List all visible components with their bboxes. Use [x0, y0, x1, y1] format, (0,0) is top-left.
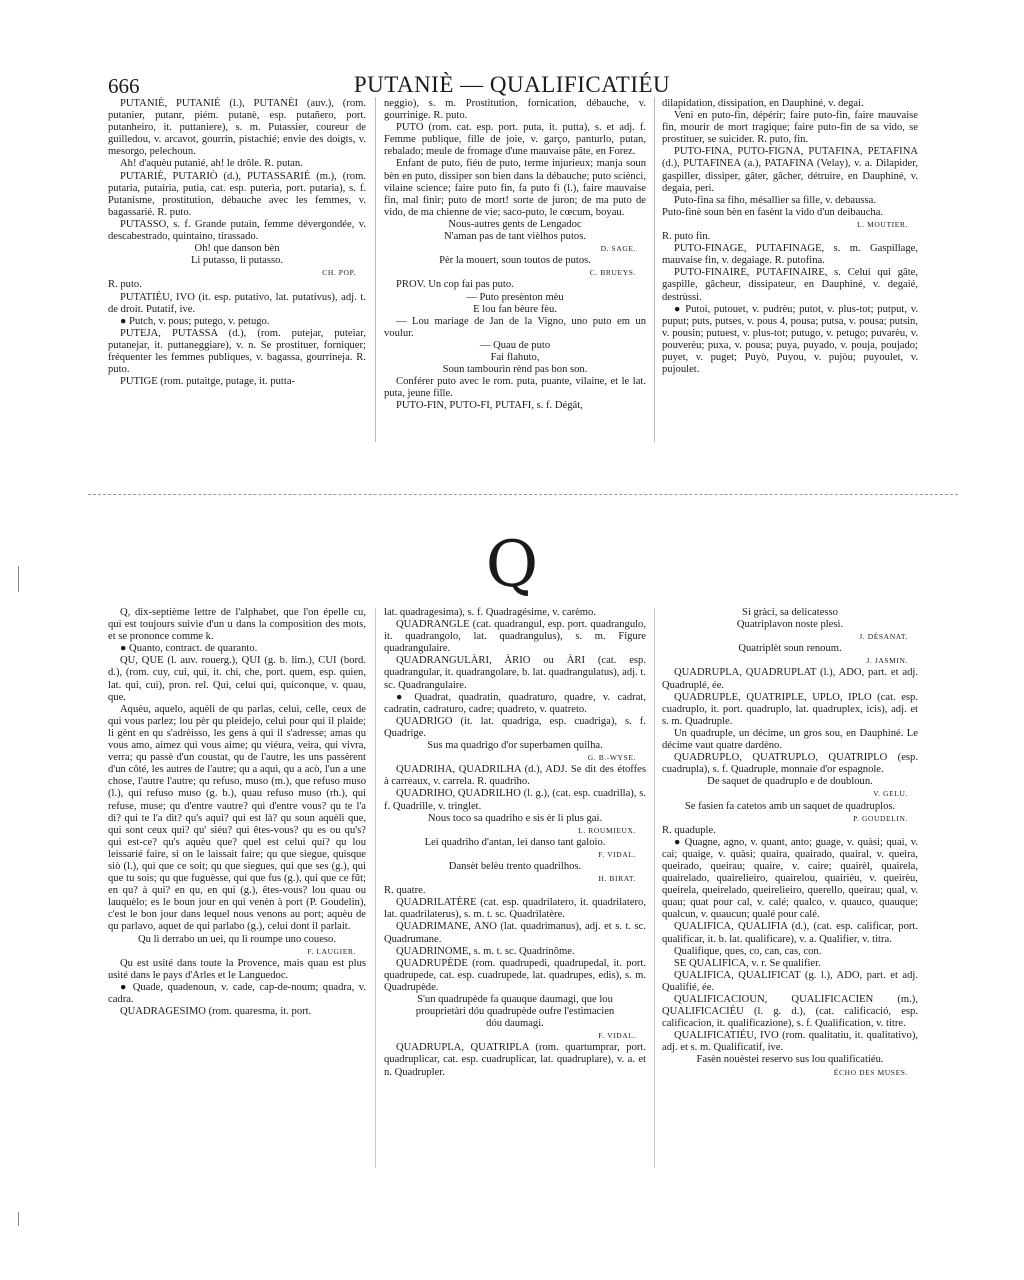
dictionary-entry: Ah! d'aquèu putanié, ah! le drôle. R. putan. [120, 158, 303, 170]
column-separator [375, 608, 376, 1168]
dictionary-entry: QUADRANGLE (cat. quadrangul, esp. port. quadrangulo, it. quadrangolo, lat. quadrangulus), s. m. Figure quadrangulaire. [384, 619, 646, 655]
bottom-column-1 [108, 607, 366, 1018]
dictionary-entry: Aquèu, aquelo, aquèli de qu parlas, celui, celle, ceux de qui vous parlez; lou pèr qu pleidejo, celui pour qui il plaide; li gènt en qu s'adrèisso, les gens à qui il s'adresse; amas qu vous amo, aimez qui vous aime; qu viéura, veira, qui vivra, verra; qu passè d'un coustat, qu de l'autre, les uns passèrent d'un côté, les autres de l'autre; qu a aqui, qu a acò, l'un a une chose, l'autre l'autre; qu refuso, muso (m.), que refuso muso (l.), qui refuso muso (g. b.), quau refuso muso (rh.), qui refuse, muse; qu d'entre vautre? qui d'entre vous? qu te l'a di? qui te l'a dit? qu's aqui? qui est là? qu soun aquèli que, qui sont ceux qui? qu' siéu? qui êtes-vous? qu es ou qu's? qui est-ce? qu's aquèu que? quel est celui qui? qu lou leissarié faire, si on le laissait faire; qu que siegue, quisque siò (l.), qui que ce soit; qu que siegues, qui que ses (g.), qui que tu sois; qu que fuguèsse, qui que fus (g.), qui que ce fût; en qu? à qui? en qu, en qui (g.), êtes-vous? lou quau ou lauquèlo; es le boun jour en qui venèn à port (P. Goudelin), c'est le bon jour dans lequel nous venons au port; aquèu de qu parlavo, aquet de qui parlabo (g.), celui dont il parlait. [108, 703, 366, 933]
verse-quote: De saquet de quadruplo e de doubloun. [707, 776, 873, 788]
dictionary-entry: QUADRAGESIMO (rom. quaresma, it. port. [120, 1006, 312, 1018]
section-letter: Q [485, 528, 539, 602]
verse-quote: E lou fan bèure fèu. [473, 303, 557, 315]
entry-continuation: lat. quadragesima), s. f. Quadragésime, v. carèmo. [384, 607, 596, 618]
dictionary-entry: Enfant de puto, fiéu de puto, terme injurieux; manja soun bèn en puto, dissiper son bien dans la débauche; puto sciènci, vilaine science; faire puto fin, fa puto fi (l.), faire mauvaise fin, mal finir; puto de mort! sorte de juron; de ma puto de vido, de ma chienne de vie; saco-puto, le cœcum, boyau. [384, 158, 646, 218]
quote-author: C. BRUEYS. [589, 268, 636, 278]
dictionary-entry: QUALIFICACIOUN, QUALIFICACIEN (m.), QUALIFICACIÉU (l. g. d.), (cat. calificació, esp. calificacion, it. qualificazione), s. f. Qualification, v. titre. [662, 994, 918, 1030]
dictionary-entry: ● Quagne, agno, v. quant, anto; guage, v. quàsi; quai, v. cai; quaige, v. quàsi; quaira, quairado, quairal, v. queira, queirado, queirau; quaire, v. caire; quairèl, quairela, quairelado, quairelieiro, quairelou, quairièu, v. queirèu, queirela, queirelado, queirelieiro, querello, queirau; qual, v. quau; quat pour cal, v. calé; qualco, v. quauco, quauque; qualcun, v. quaucun; qualé pour calé. [662, 836, 918, 921]
verse-quote: Pèr la mouert, soun toutos de putos. [439, 255, 591, 267]
verse-quote: Si gràci, sa delicatesso [742, 607, 838, 618]
dictionary-entry: QUADRUPLE, QUATRIPLE, UPLO, IPLO (cat. esp. cuadruplo, it. port. quadruplo, lat. quadruplex, icis), adj. et s. m. Quadruple. [662, 691, 918, 727]
entry-continuation: dilapidation, dissipation, en Dauphiné, v. degai. [662, 98, 864, 109]
dictionary-entry: PUTANIÈ, PUTANIÉ (l.), PUTANÈI (auv.), (rom. putanier, putanr, piém. putanè, esp. putañero, port. putanheiro, it. puttaniere), s. m. Putassier, coureur de guilledou, v. arcavot, gourrin, pistachié; envie des doigts, v. mesorgo, pelechoun. [108, 98, 366, 158]
verse-quote: Nous-autres gents de Lengadoc [448, 218, 582, 230]
dictionary-entry: QUADRIHO, QUADRILHO (l. g.), (cat. esp. cuadrilla), s. f. Quadrille, v. tringlet. [384, 788, 646, 812]
dictionary-entry: QUADRINOME, s. m. t. sc. Quadrinôme. [396, 945, 575, 957]
column-separator [654, 608, 655, 1168]
dictionary-entry: QUADRANGULÀRI, ÀRIO ou ÀRI (cat. esp. quadrangular, it. quadrangolare, b. lat. quadrangulatus), adj. t. sc. Quadrangulaire. [384, 655, 646, 691]
quote-author: V. GELU. [873, 789, 908, 799]
verse-quote: dóu daumagi. [486, 1018, 544, 1030]
dictionary-entry: Conférer puto avec le rom. puta, puante, vilaine, et le lat. puta, jeune fille. [384, 376, 646, 400]
dictionary-entry: QUADRUPLO, QUATRUPLO, QUATRIPLO (esp. cuadrupla), s. f. Quadruple, monnaie d'or espagnole. [662, 752, 918, 776]
dictionary-entry: PUTASSO, s. f. Grande putain, femme dévergondée, v. descabestrado, quintaino, tirassado. [108, 218, 366, 243]
entry-continuation: Puto-finè soun bèn en fasènt la vido d'un deibaucha. [662, 206, 884, 218]
dictionary-entry: QUADRIHA, QUADRILHA (d.), ADJ. Se dit des étoffes à carreaux, v. carrela. R. quadriho. [384, 764, 646, 788]
dictionary-entry: QUADRIMANE, ANO (lat. quadrimanus), adj. et s. t. sc. Quadrumane. [384, 921, 646, 945]
verse-quote: N'aman pas de tant vièlhos putos. [444, 231, 586, 243]
verse-quote: Li putasso, li putasso. [190, 255, 284, 267]
dictionary-entry: QU, QUE (l. auv. rouerg.), QUI (g. b. lim.), CUI (bord. d.), (rom. cuy, cui, qui, it. chi, che, port. quem, esp. quien, lat. qui, cui), pron. rel. Qui, celui qui, quiconque, v. quau, que. [108, 655, 366, 703]
dictionary-entry: QUADRILATÈRE (cat. esp. quadrilatero, it. quadrilatero, lat. quadrilaterus), s. m. t. sc. Quadrilatère. [384, 897, 646, 921]
dictionary-entry: QUADRUPÈDE (rom. quadrupedi, quadrupedal, it. port. quadrupede, cat. esp. cuadrupede, lat. quadrupes, edis), s. m. Quadrupède. [384, 957, 646, 993]
quote-author: F. VIDAL. [598, 849, 636, 859]
quote-author: L. MOUTIER. [857, 219, 908, 229]
dictionary-entry: ● Putoi, putouet, v. pudrèu; putot, v. plus-tot; putput, v. puput; puts, putses, v. pous 4, pousa; putsa, v. pousa; putsin, v. pousin; putuest, v. plus-tot; putugo, v. petugo; puvarèu, v. pouverèu; puxa, v. pousa; puya, puyado, v. pouja, poujado; puyet, v. puget; Puyò, Puyou, v. pujòu; puyoulet, v. pujoulet. [662, 303, 918, 376]
verse-quote: Quatriplèt soun renoum. [738, 643, 842, 655]
column-separator [654, 97, 655, 442]
verse-quote: Lei quadriho d'antan, lei danso tant galoio. [424, 836, 606, 848]
dictionary-entry: PUTO (rom. cat. esp. port. puta, it. putta), s. et adj. f. Femme publique, fille de joie, v. garço, panturlo, putan, rebalado; meule de fromage d'une mauvaise pâte, en Forez. [384, 122, 646, 158]
section-divider-rule [88, 494, 958, 495]
margin-mark [18, 1212, 19, 1226]
bottom-column-3 [662, 607, 918, 1079]
top-column-3 [662, 98, 918, 376]
verse-quote: S'un quadrupède fa quauque daumagi, que lou [417, 994, 613, 1005]
quote-author: F. VIDAL. [598, 1031, 636, 1041]
verse-quote: — Puto presènton mèu [466, 291, 564, 303]
quote-author: J. JASMIN. [866, 656, 908, 666]
dictionary-entry: PUTO-FINA, PUTO-FIGNA, PUTAFINA, PETAFINA (d.), PUTAFINEA (a.), PATAFINA (Velay), v. a. Dilapider, gaspiller, dissiper, gâter, gâcher, détruire, en Dauphiné, v. degaia, peri. [662, 146, 918, 194]
quote-author: CH. POP. [322, 268, 356, 278]
dictionary-entry: ● Quadrat, quadratin, quadraturo, quadre, v. cadrat, cadratin, cadraturo, cadre; quadreto, v. quatreto. [384, 691, 646, 715]
running-title: PUTANIÈ — QUALIFICATIÉU [353, 72, 671, 97]
dictionary-entry: Q, dix-septième lettre de l'alphabet, que l'on épelle cu, qui est toujours suivie d'un u dans la composition des mots, et se prononce comme k. [108, 607, 366, 643]
dictionary-entry: PUTARIÈ, PUTARIÒ (d.), PUTASSARIÉ (m.), (rom. putaria, putairia, putia, cat. esp. puteria, port. putaria), s. f. Putanisme, prostitution, débauche avec les femmes, v. bagassarié. R. puto. [108, 170, 366, 218]
quote-author: G. B.-WYSE. [587, 753, 636, 763]
verse-quote: Fasèn nouèstei reservo sus lou qualificatiéu. [696, 1054, 884, 1066]
dictionary-entry: PUTATIÉU, IVO (it. esp. putativo, lat. putativus), adj. t. de droit. Putatif, ive. [108, 291, 366, 315]
dictionary-entry: QUALIFICA, QUALIFIA (d.), (cat. esp. calificar, port. qualificar, it. b. lat. qualificare), v. a. Qualifier, v. titra. [662, 921, 918, 945]
dictionary-entry: QUALIFICATIÉU, IVO (rom. qualitatiu, it. qualitativo), adj. et s. m. Qualificatif, ive. [662, 1030, 918, 1054]
verse-quote: Fai flahuto, [490, 351, 540, 363]
page-number: 666 [108, 74, 140, 98]
column-separator [375, 97, 376, 442]
dictionary-entry: ● Putch, v. pous; putego, v. petugo. [120, 315, 270, 327]
entry-continuation: R. quatre. [384, 885, 426, 897]
dictionary-entry: PUTO-FINAIRE, PUTAFINAIRE, s. Celui qui gâte, gaspille, gâcheur, dissipateur, en Dauphiné, v. degaié, destrùssi. [662, 267, 918, 303]
entry-continuation: R. puto. [108, 279, 142, 291]
dictionary-entry: ● Quanto, contract. de quaranto. [120, 643, 258, 655]
verse-quote: Qu li derrabo un uei, qu li roumpe uno coueso. [137, 933, 336, 945]
dictionary-entry: Veni en puto-fin, dépérir; faire puto-fin, faire mauvaise fin, mourir de mort tragique; faire puto-fin de sa vido, se prostituer, se suicider. R. puto, fin. [662, 110, 918, 146]
dictionary-entry: SE QUALIFICA, v. r. Se qualifier. [674, 957, 821, 969]
dictionary-entry: Un quadruple, un décime, un gros sou, en Dauphiné. Le décime vaut quatre dardèno. [662, 727, 918, 752]
verse-quote: Soun tambourin rènd pas bon son. [442, 364, 588, 376]
verse-quote: Dansèt belèu trento quadrilhos. [448, 860, 582, 872]
verse-quote: prouprietàri dóu quadrupède oufre l'estimacien [415, 1006, 615, 1018]
bottom-column-2 [384, 607, 646, 1079]
dictionary-entry: Puto-fina sa fiho, mésallier sa fille, v. debaussa. [674, 194, 877, 206]
top-column-1 [108, 98, 366, 388]
dictionary-entry: Qu est usité dans toute la Provence, mais quau est plus usité dans le pays d'Arles et le Languedoc. [108, 957, 366, 981]
verse-quote: Oh! que danson bèn [194, 243, 280, 255]
dictionary-entry: ● Quade, quadenoun, v. cade, cap-de-noum; quadra, v. cadra. [108, 981, 366, 1005]
quote-author: ÉCHO DES MUSES. [833, 1067, 908, 1077]
quote-author: P. GOUDELIN. [853, 813, 908, 823]
dictionary-entry: PUTEJA, PUTASSA (d.), (rom. putejar, puteiar, putanejar, it. puttaneggiare), v. n. Se prostituer, forniquer; fréquenter les femmes publiques, v. bagassa, gourrineja. R. puto. [108, 327, 366, 376]
verse-quote: Quatriplavon noste plesi. [736, 619, 844, 631]
dictionary-entry: QUALIFICA, QUALIFICAT (g. l.), ADO, part. et adj. Qualifié, ée. [662, 969, 918, 993]
dictionary-entry: PROV. Un cop fai pas puto. [396, 279, 514, 291]
dictionary-entry: QUADRIGO (it. lat. quadriga, esp. cuadriga), s. f. Quadrige. [384, 715, 646, 739]
dictionary-entry: PUTIGE (rom. putaitge, putage, it. putta- [120, 376, 296, 388]
dictionary-entry: QUADRUPLA, QUADRUPLAT (l.), ADO, part. et adj. Quadruplé, ée. [662, 667, 918, 691]
dictionary-entry: Qualifique, ques, co, can, cas, con. [674, 945, 822, 957]
quote-author: J. DÉSANAT. [859, 632, 908, 642]
verse-quote: — Quau de puto [479, 339, 551, 351]
quote-author: D. SAGE. [600, 244, 636, 254]
top-column-2 [384, 98, 646, 412]
entry-continuation: R. puto fin. [662, 231, 711, 243]
dictionary-entry: PUTO-FIN, PUTO-FI, PUTAFI, s. f. Dégât, [396, 400, 583, 412]
entry-continuation: R. quaduple. [662, 824, 716, 836]
entry-continuation: neggio), s. m. Prostitution, fornication, débauche, v. gourrinige. R. puto. [384, 98, 646, 122]
dictionary-entry: PUTO-FINAGE, PUTAFINAGE, s. m. Gaspillage, mauvaise fin, v. degaiage. R. putofina. [662, 243, 918, 267]
dictionary-entry: — Lou mariage de Jan de la Vigno, uno puto em un voulur. [384, 315, 646, 339]
margin-mark [18, 566, 19, 592]
quote-author: L. ROUMIEUX. [578, 825, 636, 835]
quote-author: H. BIRAT. [598, 874, 636, 884]
dictionary-entry: QUADRUPLA, QUATRIPLA (rom. quartumprar, port. quadruplicar, cat. esp. cuadruplicar, lat. quadruplare), v. a. et n. Quadrupler. [384, 1042, 646, 1078]
quote-author: F. LAUGIER. [307, 946, 356, 956]
verse-quote: Se fasien fa catetos amb un saquet de quadruplos. [684, 800, 896, 812]
verse-quote: Nous toco sa quadriho e sis èr li plus gai. [427, 812, 603, 824]
verse-quote: Sus ma quadrigo d'or superbamen quilha. [427, 740, 603, 752]
